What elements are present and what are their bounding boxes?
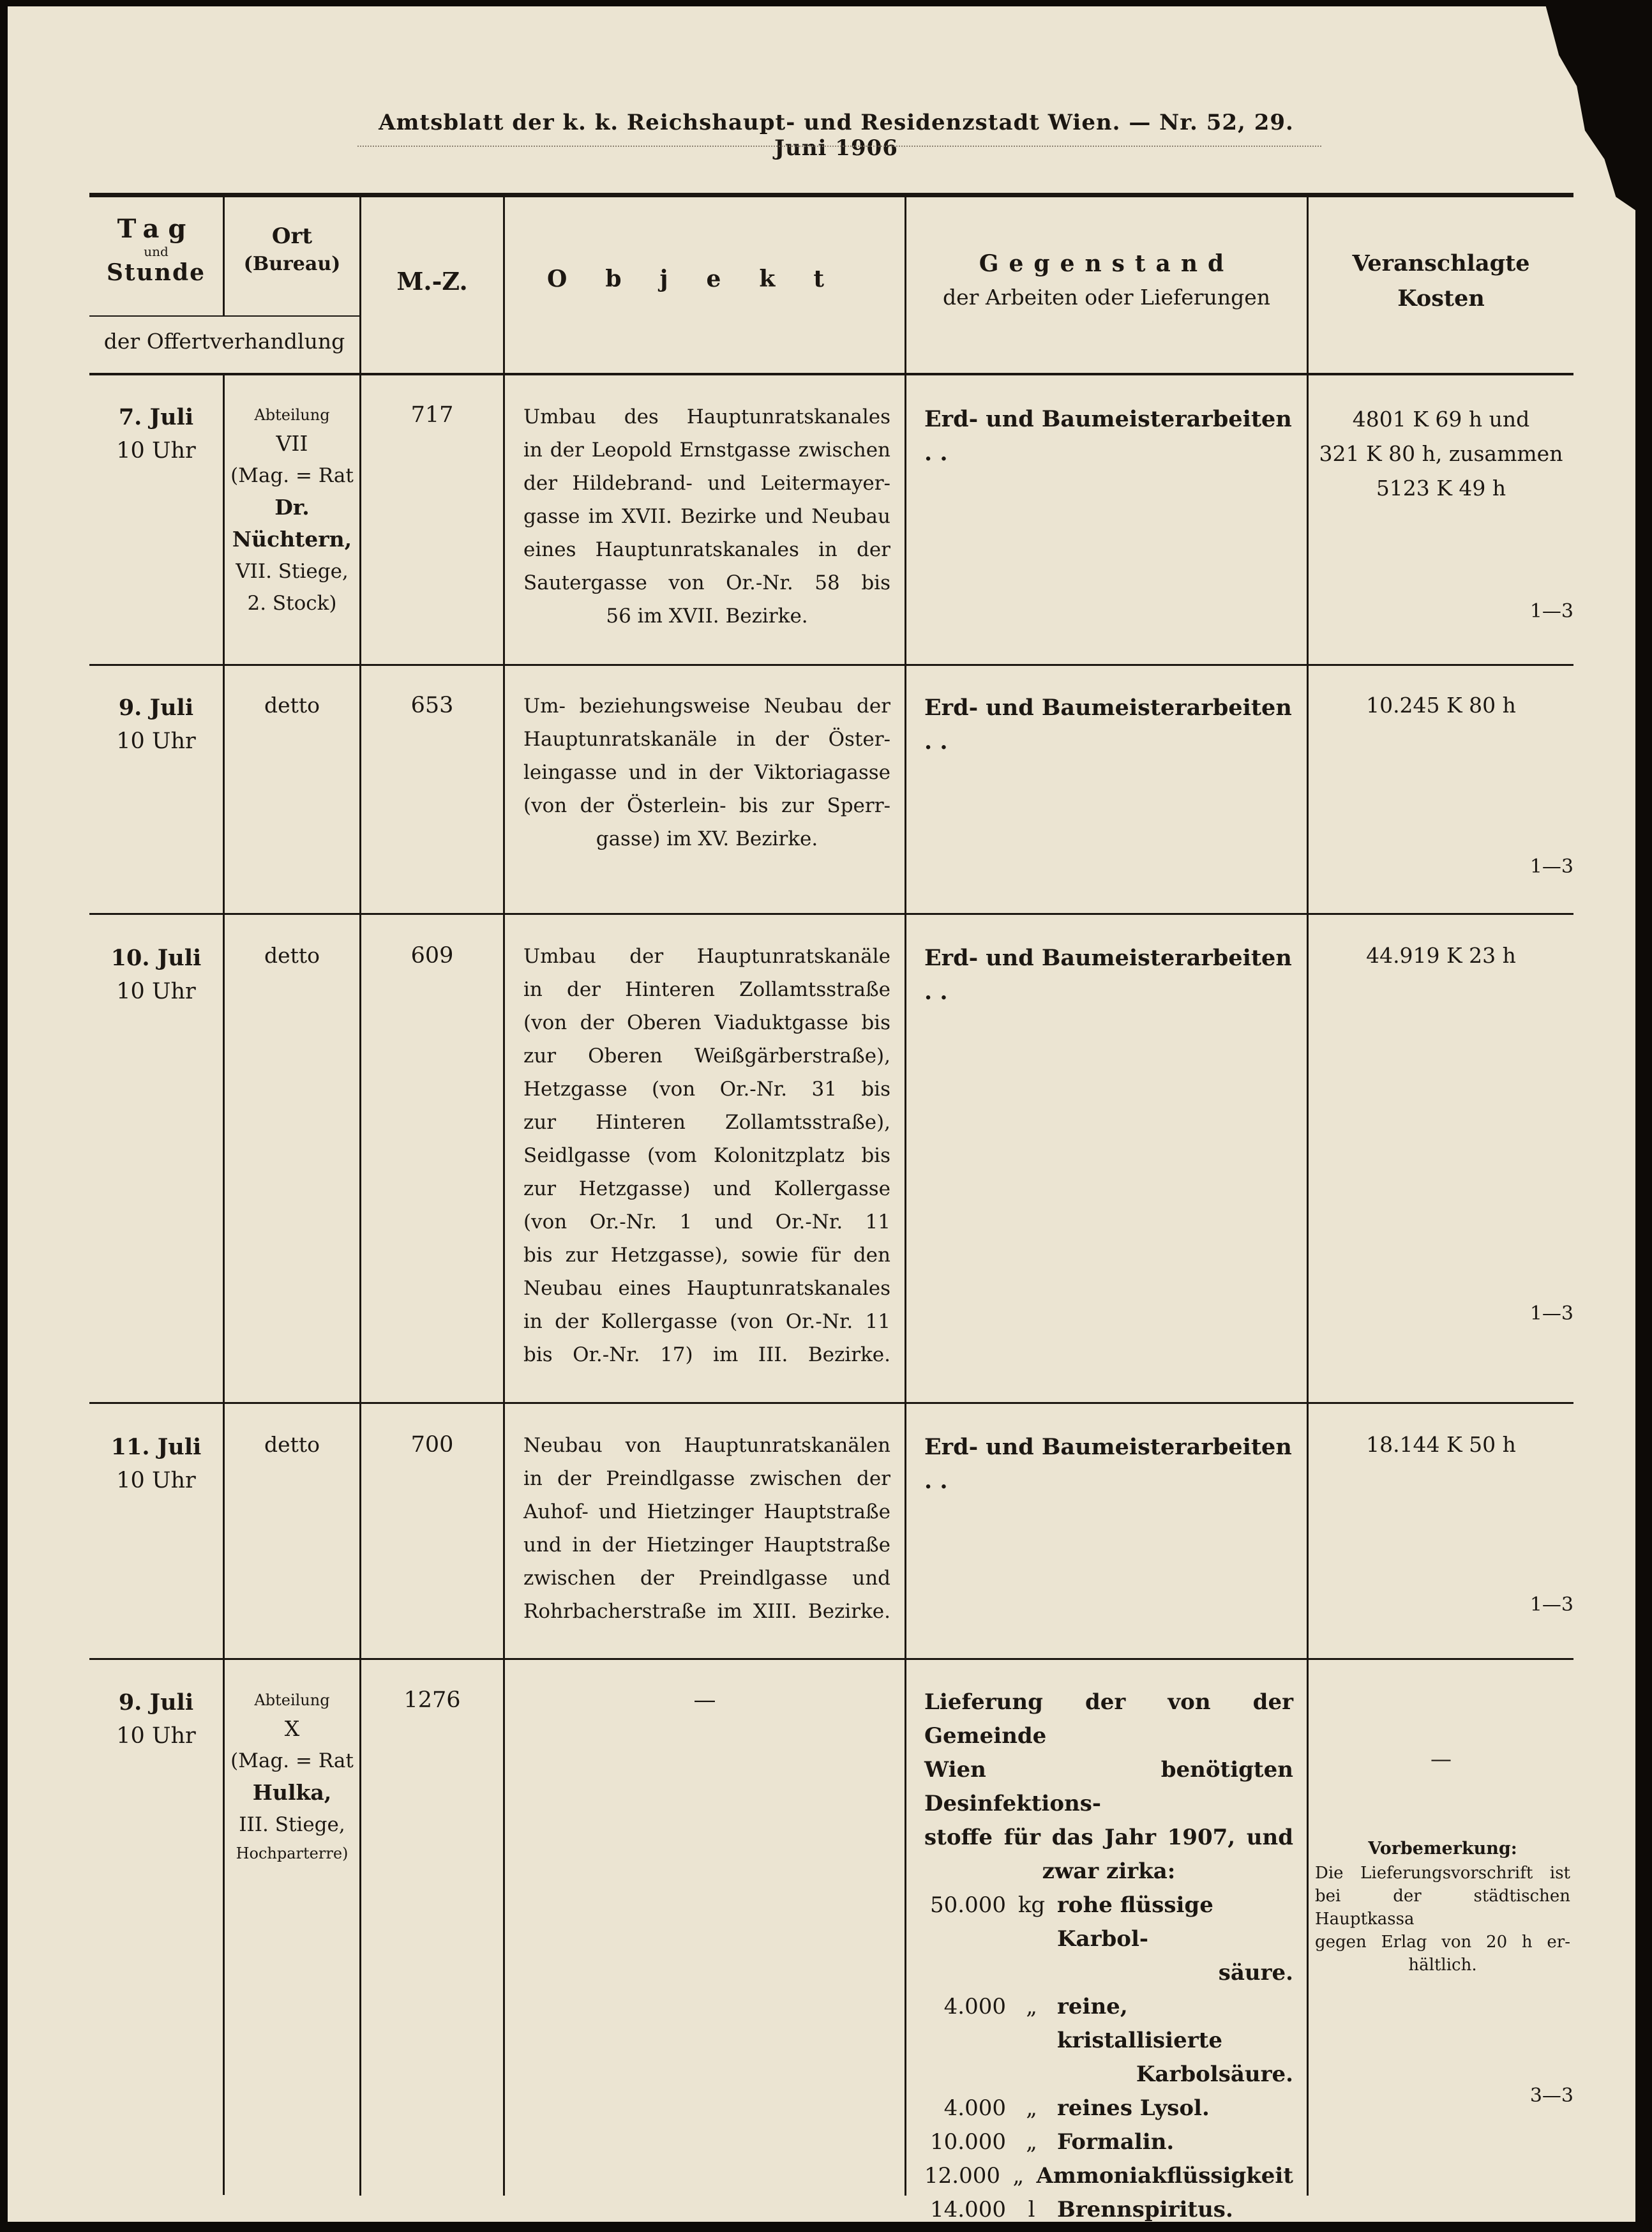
row3-objekt-line: Umbau der Hauptunratskanäle xyxy=(523,945,890,968)
material-row xyxy=(924,1889,1293,1956)
header-bureau: (Bureau) xyxy=(243,253,341,275)
row2-time: 10 Uhr xyxy=(116,728,196,754)
row4-date xyxy=(89,1430,223,1498)
col-divider-2 xyxy=(359,197,361,2196)
row2-objekt xyxy=(523,690,890,856)
col-divider-1b xyxy=(223,375,225,2195)
material-name: reines Lysol. xyxy=(1057,2095,1210,2121)
row2-objekt-line: gasse) im XV. Bezirke. xyxy=(596,827,818,850)
material-qty: 4.000 xyxy=(943,1994,1006,2019)
material-qty: 50.000 xyxy=(930,1892,1006,1918)
row3-objekt-line: Seidlgasse (vom Kolonitzplatz bis xyxy=(523,1144,890,1167)
ort-subheader-rule xyxy=(89,315,361,317)
row5-ort xyxy=(225,1687,359,1866)
header-gegenstand-sub: der Arbeiten oder Lieferungen xyxy=(943,285,1270,310)
row1-date xyxy=(89,400,223,468)
row4-mz: 700 xyxy=(410,1432,454,1458)
row1-objekt xyxy=(523,400,890,633)
row1-objekt-line: der Hildebrand- und Leitermayer- xyxy=(523,472,890,495)
row1-objekt-line: gasse im XVII. Bezirke und Neubau xyxy=(523,505,890,528)
page-header: Amtsblatt der k. k. Reichshaupt- und Residenzstadt Wien. — Nr. 52, 29. Juni 1906 xyxy=(379,110,1294,161)
row-rule-2 xyxy=(89,913,1573,915)
header-gegenstand: Gegenstand xyxy=(979,250,1235,277)
row4-ref: 1—3 xyxy=(1529,1594,1573,1616)
row4-objekt-line: und in der Hietzinger Hauptstraße xyxy=(523,1534,890,1557)
row3-gegenstand: Erd- und Baumeisterarbeiten . . xyxy=(924,945,1292,1005)
row5-note-title: Vorbemerkung: xyxy=(1368,1839,1517,1859)
row1-ort xyxy=(225,402,359,619)
row3-objekt-line: zur Hetzgasse) und Kollergasse xyxy=(523,1177,890,1200)
row5-note-line: bei der städtischen Hauptkassa xyxy=(1315,1887,1570,1929)
row1-ort-line: (Mag. = Rat xyxy=(230,464,354,487)
row5-day: 9. Juli xyxy=(118,1689,194,1715)
row4-objekt xyxy=(523,1429,890,1628)
row5-gegenstand-line: Wien benötigten Desinfektions- xyxy=(924,1757,1293,1816)
table-top-rule xyxy=(89,193,1573,197)
material-row xyxy=(924,1956,1293,1990)
row3-day: 10. Juli xyxy=(110,945,202,971)
row1-ort-line: Dr. xyxy=(274,495,310,520)
row2-ort: detto xyxy=(264,693,320,718)
material-qty: 4.000 xyxy=(943,2095,1006,2121)
row3-time: 10 Uhr xyxy=(116,979,196,1004)
row4-ort: detto xyxy=(264,1432,320,1457)
material-name: Formalin. xyxy=(1057,2129,1175,2155)
row3-objekt-line: in der Hinteren Zollamtsstraße xyxy=(523,978,890,1001)
row1-mz: 717 xyxy=(410,402,454,428)
header-offertverhandlung: der Offertverhandlung xyxy=(103,329,345,354)
material-qty: 14.000 xyxy=(930,2197,1006,2222)
row5-ort-line: Abteilung xyxy=(254,1691,330,1709)
row-rule-3 xyxy=(89,1402,1573,1404)
row3-objekt-line: (von der Oberen Viaduktgasse bis xyxy=(523,1011,890,1034)
row2-gegenstand: Erd- und Baumeisterarbeiten . . xyxy=(924,695,1292,755)
row1-objekt-line: 56 im XVII. Bezirke. xyxy=(606,605,808,628)
row5-gegenstand-line: stoffe für das Jahr 1907, und xyxy=(924,1825,1293,1850)
row5-mz: 1276 xyxy=(403,1687,461,1713)
header-ort-bureau xyxy=(225,223,359,275)
row2-mz: 653 xyxy=(410,693,454,718)
row1-kosten xyxy=(1309,402,1573,506)
row1-ort-line: VII xyxy=(276,431,308,456)
row2-kosten: 10.245 K 80 h xyxy=(1366,693,1516,718)
row3-objekt-line: Hetzgasse (von Or.-Nr. 31 bis xyxy=(523,1078,890,1101)
row1-objekt-line: eines Hauptunratskanales in der xyxy=(523,538,890,561)
material-name: rohe flüssige Karbol- xyxy=(1057,1892,1213,1952)
row3-objekt-line: Neubau eines Hauptunratskanales xyxy=(523,1277,890,1300)
header-und: und xyxy=(144,244,169,259)
row1-gegenstand: Erd- und Baumeisterarbeiten . . xyxy=(924,406,1292,466)
row1-kosten-line: 5123 K 49 h xyxy=(1376,476,1506,501)
row3-objekt xyxy=(523,940,890,1371)
row5-date xyxy=(89,1685,223,1753)
row1-kosten-line: 4801 K 69 h und xyxy=(1352,407,1530,432)
row2-date xyxy=(89,691,223,758)
row3-date xyxy=(89,941,223,1009)
material-unit: „ xyxy=(1026,1994,1037,2019)
material-row xyxy=(924,2125,1293,2159)
header-bottom-rule xyxy=(89,373,1573,375)
row3-kosten: 44.919 K 23 h xyxy=(1366,943,1516,968)
header-stunde: Stunde xyxy=(106,259,206,286)
material-row xyxy=(924,2159,1293,2193)
row1-objekt-line: Umbau des Hauptunratskanales xyxy=(523,405,890,428)
row5-note-line: hältlich. xyxy=(1408,1956,1477,1975)
row4-objekt-line: Rohrbacherstraße im XIII. Bezirke. xyxy=(523,1600,890,1623)
row5-note xyxy=(1315,1836,1570,1977)
material-unit: kg xyxy=(1017,1892,1046,1918)
row1-objekt-line: in der Leopold Ernstgasse zwischen xyxy=(523,439,890,462)
row5-kosten: — xyxy=(1430,1746,1452,1771)
material-unit xyxy=(1006,2058,1057,2092)
row3-objekt-line: zur Oberen Weißgärberstraße), xyxy=(523,1044,890,1067)
material-row xyxy=(924,1990,1293,2058)
header-objekt: Objekt xyxy=(546,266,863,292)
material-row xyxy=(924,2058,1293,2092)
material-name: Ammoniakflüssigkeit xyxy=(1036,2163,1293,2189)
row5-gegenstand-line: zwar zirka: xyxy=(1042,1859,1176,1884)
row2-objekt-line: (von der Österlein- bis zur Sperr- xyxy=(523,794,890,817)
header-kosten-1: Veranschlagte xyxy=(1352,250,1530,276)
row2-ref: 1—3 xyxy=(1529,856,1573,878)
row2-objekt-line: Um- beziehungsweise Neubau der xyxy=(523,695,890,718)
material-name: säure. xyxy=(1218,1960,1293,1986)
header-tag-stunde xyxy=(89,214,223,286)
row5-objekt: — xyxy=(693,1687,716,1713)
row1-ort-line: 2. Stock) xyxy=(247,592,337,615)
material-name: Brennspiritus. xyxy=(1057,2197,1233,2222)
row5-note-line: gegen Erlag von 20 h er- xyxy=(1315,1933,1570,1952)
material-name: Karbolsäure. xyxy=(1136,2062,1293,2087)
row1-ort-line: Nüchtern, xyxy=(232,527,352,552)
row5-ref: 3—3 xyxy=(1529,2085,1573,2107)
row-rule-1 xyxy=(89,664,1573,666)
row3-objekt-line: in der Kollergasse (von Or.-Nr. 11 xyxy=(523,1310,890,1333)
header-ort: Ort xyxy=(271,223,313,249)
row1-kosten-line: 321 K 80 h, zusammen xyxy=(1319,441,1563,466)
row4-kosten: 18.144 K 50 h xyxy=(1366,1432,1516,1457)
header-gegenstand-block xyxy=(906,250,1307,310)
row5-ort-line: III. Stiege, xyxy=(239,1813,345,1836)
row5-gegenstand xyxy=(924,1685,1293,2227)
row2-objekt-line: leingasse und in der Viktoriagasse xyxy=(523,761,890,784)
material-unit xyxy=(1006,1956,1057,1990)
row1-ort-line: Abteilung xyxy=(254,406,330,424)
row2-day: 9. Juli xyxy=(118,695,194,721)
row5-ort-line: X xyxy=(284,1716,300,1741)
col-divider-3 xyxy=(503,197,505,2196)
material-unit: „ xyxy=(1012,2163,1025,2189)
col-divider-4 xyxy=(905,197,906,2196)
header-tag: Tag xyxy=(117,214,195,244)
material-row xyxy=(924,2092,1293,2125)
material-unit: l xyxy=(1028,2197,1035,2222)
row5-time: 10 Uhr xyxy=(116,1723,196,1749)
row3-objekt-line: zur Hinteren Zollamtsstraße), xyxy=(523,1111,890,1134)
row1-day: 7. Juli xyxy=(118,404,194,430)
row5-ort-line: Hochparterre) xyxy=(236,1844,349,1862)
row3-objekt-line: (von Or.-Nr. 1 und Or.-Nr. 11 xyxy=(523,1210,890,1233)
row3-ref: 1—3 xyxy=(1529,1302,1573,1325)
row3-objekt-line: bis zur Hetzgasse), sowie für den xyxy=(523,1244,890,1267)
header-mz: M.-Z. xyxy=(396,267,468,296)
row3-mz: 609 xyxy=(410,943,454,969)
row3-ort: detto xyxy=(264,943,320,968)
row4-objekt-line: Auhof- und Hietzinger Hauptstraße xyxy=(523,1500,890,1523)
row1-ref: 1—3 xyxy=(1529,600,1573,622)
material-qty xyxy=(924,2058,1006,2092)
row3-objekt-line: bis Or.-Nr. 17) im III. Bezirke. xyxy=(523,1343,890,1366)
row4-objekt-line: in der Preindlgasse zwischen der xyxy=(523,1467,890,1490)
material-unit: „ xyxy=(1026,2129,1037,2155)
row4-objekt-line: zwischen der Preindlgasse und xyxy=(523,1567,890,1590)
material-row xyxy=(924,2193,1293,2227)
material-qty: 10.000 xyxy=(930,2129,1006,2155)
row-rule-4 xyxy=(89,1658,1573,1660)
header-divider xyxy=(357,142,1321,147)
material-qty: 12.000 xyxy=(924,2163,1000,2189)
row2-objekt-line: Hauptunratskanäle in der Öster- xyxy=(523,728,890,751)
row1-objekt-line: Sautergasse von Or.-Nr. 58 bis xyxy=(523,571,890,594)
row4-gegenstand: Erd- und Baumeisterarbeiten . . xyxy=(924,1434,1292,1494)
header-kosten-block xyxy=(1309,250,1573,312)
header-kosten-2: Kosten xyxy=(1397,285,1485,312)
row5-gegenstand-line: Lieferung der von der Gemeinde xyxy=(924,1689,1293,1749)
material-qty xyxy=(924,1956,1006,1990)
row5-note-line: Die Lieferungsvorschrift ist xyxy=(1315,1864,1570,1883)
row4-day: 11. Juli xyxy=(110,1434,202,1460)
row5-ort-line: Hulka, xyxy=(252,1780,332,1805)
material-unit: „ xyxy=(1026,2095,1037,2121)
row4-time: 10 Uhr xyxy=(116,1468,196,1493)
row1-time: 10 Uhr xyxy=(116,438,196,464)
material-name: reine, kristallisierte xyxy=(1057,1994,1222,2053)
row1-ort-line: VII. Stiege, xyxy=(236,560,349,583)
row4-objekt-line: Neubau von Hauptunratskanälen xyxy=(523,1434,890,1457)
row5-ort-line: (Mag. = Rat xyxy=(230,1749,354,1772)
